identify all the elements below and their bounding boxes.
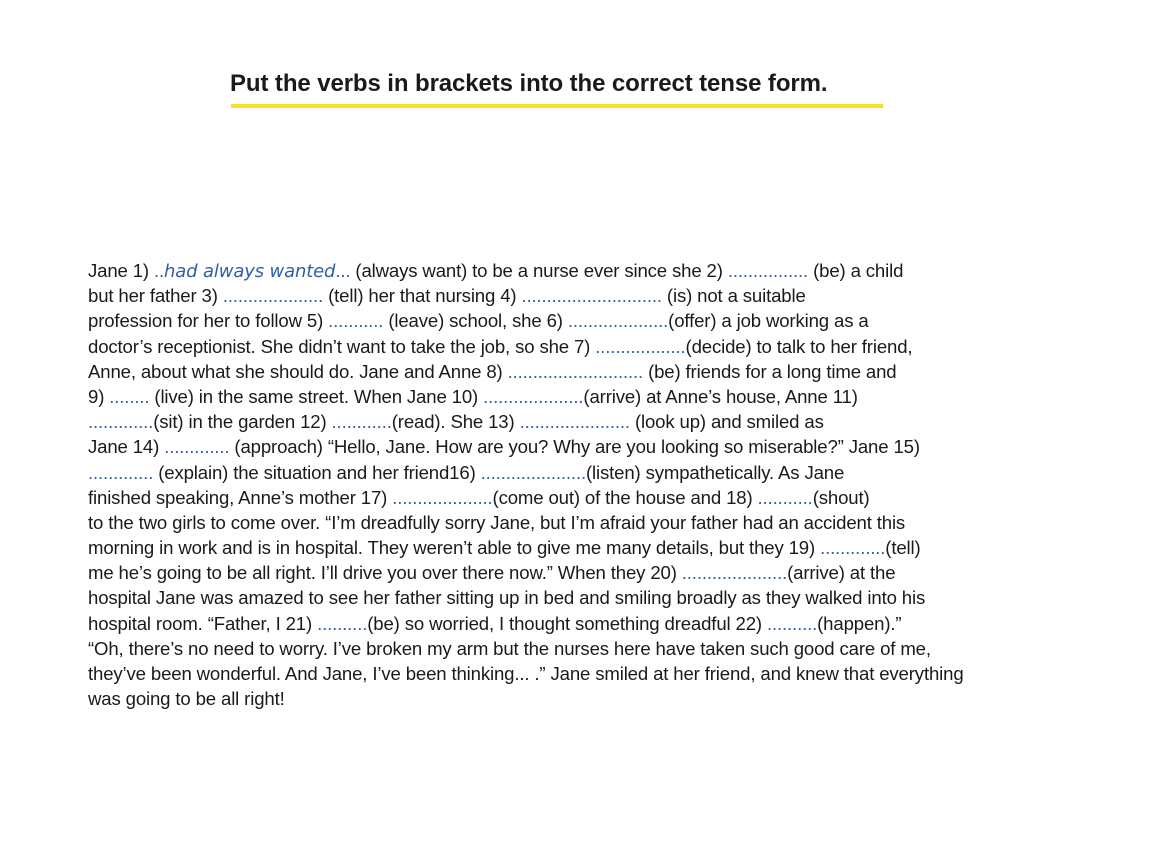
passage-text: (be) friends for a long time and: [643, 360, 897, 382]
passage-line: [88, 434, 1063, 459]
passage-line: [88, 611, 1063, 636]
answer-blank[interactable]: ...........: [757, 486, 813, 508]
passage-text: (shout): [812, 486, 870, 508]
passage-text: (tell) her that nursing 4): [323, 285, 522, 307]
answer-blank[interactable]: ..........: [766, 612, 818, 634]
passage-line: [88, 636, 1063, 661]
passage-line: [88, 560, 1063, 585]
passage-text: (happen).”: [817, 612, 902, 634]
passage-text: profession for her to follow 5): [88, 310, 329, 332]
answer-blank[interactable]: ....................: [567, 310, 669, 332]
passage-line: [88, 334, 1063, 359]
passage-text: (is) not a suitable: [661, 285, 806, 307]
answer-blank[interactable]: ...: [335, 260, 351, 281]
passage-text: (explain) the situation and her friend16): [153, 461, 481, 483]
passage-text: Jane 14): [88, 436, 165, 458]
passage-text: (leave) school, she 6): [383, 310, 568, 332]
passage-text: hospital Jane was amazed to see her father sitting up in bed and smiling broadly as they walked into his: [88, 587, 926, 609]
passage-text: Jane 1): [88, 260, 154, 281]
passage-line: [88, 308, 1063, 333]
answer-blank[interactable]: .............: [164, 436, 230, 458]
exercise-title: Put the verbs in brackets into the correct tense form.: [230, 70, 828, 97]
answer-blank[interactable]: ...........................: [507, 360, 644, 382]
passage-line: [88, 359, 1063, 384]
answer-blank[interactable]: ................: [727, 260, 809, 281]
answer-blank[interactable]: .............: [88, 461, 154, 483]
answer-blank[interactable]: ....................: [483, 385, 584, 407]
passage-line: [88, 409, 1063, 434]
passage-line: [88, 258, 1063, 283]
answer-blank[interactable]: ...........: [328, 310, 384, 332]
passage-line: [88, 485, 1063, 510]
example-answer: had always wanted: [164, 261, 336, 282]
passage-text: morning in work and is in hospital. They weren’t able to give me many details, but they 19): [88, 537, 821, 559]
answer-blank[interactable]: ..........: [317, 612, 368, 634]
answer-blank[interactable]: ............: [331, 411, 392, 433]
passage-text: (tell): [885, 537, 921, 559]
passage-text: (sit) in the garden 12): [153, 411, 332, 433]
passage-text: hospital room. “Father, I 21): [88, 612, 318, 634]
passage-text: (look up) and smiled as: [629, 411, 824, 433]
answer-blank[interactable]: ....................: [222, 285, 324, 307]
passage-line: [88, 384, 1063, 409]
passage-text: (be) a child: [808, 260, 904, 281]
passage-text: “Oh, there’s no need to worry. I’ve broken my arm but the nurses here have taken such good care of me,: [88, 637, 931, 659]
answer-blank[interactable]: .............: [88, 411, 154, 433]
answer-blank[interactable]: .............: [820, 537, 886, 559]
passage-text: doctor’s receptionist. She didn’t want to take the job, so she 7): [88, 335, 596, 357]
passage-line: [88, 686, 1063, 711]
passage-text: but her father 3): [88, 285, 223, 307]
passage-text: finished speaking, Anne’s mother 17): [88, 486, 393, 508]
passage-text: 9): [88, 385, 110, 407]
exercise-passage: [88, 258, 1063, 711]
title-highlight-underline: [231, 104, 883, 108]
passage-text: to the two girls to come over. “I’m dreadfully sorry Jane, but I’m afraid your father had an accident this: [88, 511, 906, 533]
passage-text: (live) in the same street. When Jane 10): [149, 385, 484, 407]
passage-text: (always want) to be a nurse ever since she 2): [350, 260, 728, 281]
passage-text: (come out) of the house and 18): [492, 486, 758, 508]
passage-text: me he’s going to be all right. I’ll drive you over there now.” When they 20): [88, 562, 682, 584]
passage-text: (be) so worried, I thought something dreadful 22): [367, 612, 767, 634]
passage-text: Anne, about what she should do. Jane and Anne 8): [88, 360, 508, 382]
answer-blank[interactable]: ....................: [392, 486, 493, 508]
passage-text: (listen) sympathetically. As Jane: [585, 461, 845, 483]
answer-blank[interactable]: ............................: [521, 285, 662, 307]
passage-text: (arrive) at Anne’s house, Anne 11): [583, 385, 858, 407]
passage-text: they’ve been wonderful. And Jane, I’ve been thinking... .” Jane smiled at her friend, and knew that everything: [88, 663, 964, 684]
answer-blank[interactable]: ......................: [519, 411, 630, 433]
passage-line: [88, 535, 1063, 560]
passage-line: [88, 460, 1063, 485]
passage-line: [88, 510, 1063, 535]
passage-line: [88, 661, 1063, 686]
answer-blank[interactable]: ..................: [595, 335, 686, 357]
passage-line: [88, 585, 1063, 610]
passage-text: (decide) to talk to her friend,: [685, 335, 913, 357]
passage-text: (read). She 13): [391, 411, 520, 433]
passage-text: (approach) “Hello, Jane. How are you? Why are you looking so miserable?” Jane 15): [229, 436, 920, 458]
answer-blank[interactable]: ..: [154, 260, 165, 281]
passage-text: (offer) a job working as a: [668, 310, 869, 332]
passage-line: [88, 283, 1063, 308]
answer-blank[interactable]: ........: [109, 385, 150, 407]
answer-blank[interactable]: .....................: [681, 562, 788, 584]
passage-text: (arrive) at the: [787, 562, 896, 584]
passage-text: was going to be all right!: [88, 688, 285, 710]
answer-blank[interactable]: .....................: [480, 461, 586, 483]
